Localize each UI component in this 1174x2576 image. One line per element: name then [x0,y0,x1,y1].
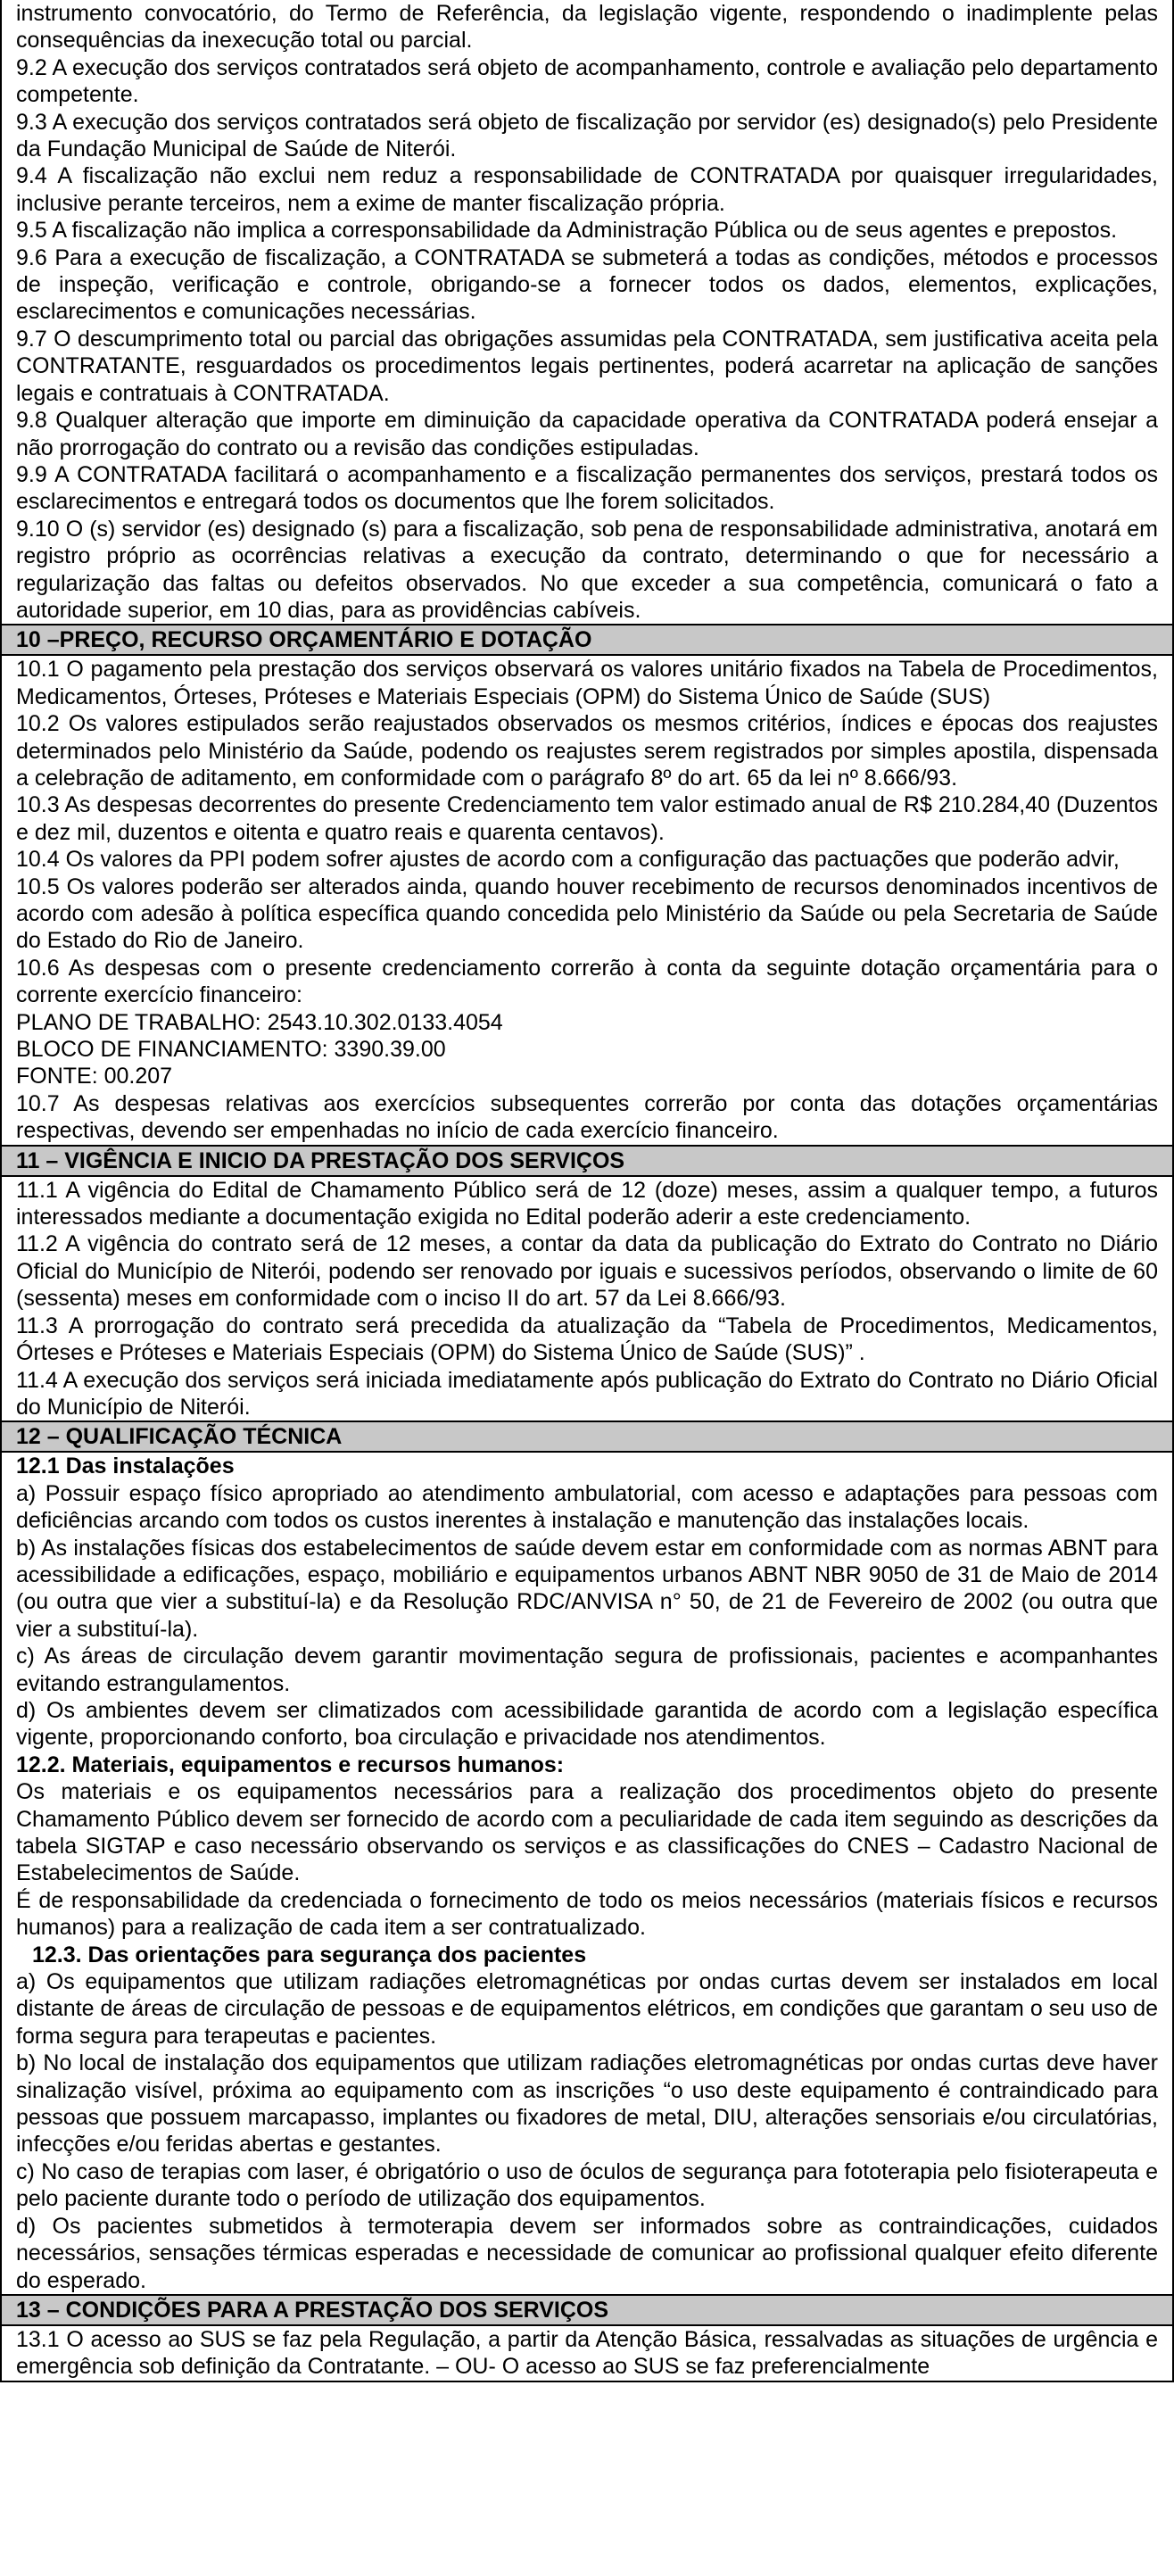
section-header-s12: 12 – QUALIFICAÇÃO TÉCNICA [0,1422,1174,1453]
paragraph: 10.5 Os valores poderão ser alterados ainda, quando houver recebimento de recursos denominados incentivos de acordo com adesão à política específica quando concedida pelo Ministério da Saúde ou pela Secretaria de Saúde do Estado do Rio de Janeiro. [16,874,1158,954]
paragraph: 9.4 A fiscalização não exclui nem reduz a responsabilidade de CONTRATADA por quaisquer irregularidades, inclusive perante terceiros, nem a exime de manter fiscalização própria. [16,163,1158,216]
section-header-s10: 10 –PREÇO, RECURSO ORÇAMENTÁRIO E DOTAÇÃO [0,625,1174,656]
paragraph: FONTE: 00.207 [16,1064,173,1089]
paragraph: 9.7 O descumprimento total ou parcial das obrigações assumidas pela CONTRATADA, sem justificativa aceita pela CONTRATANTE, resguardados os procedimentos legais pertinentes, poderá acarretar na aplicação de sanções legais e contratuais à CONTRATADA. [16,326,1158,406]
paragraph: 9.2 A execução dos serviços contratados será objeto de acompanhamento, controle e avaliação pelo departamento competente. [16,54,1158,108]
paragraph: d) Os ambientes devem ser climatizados com acessibilidade garantida de acordo com a legislação específica vigente, proporcionando conforto, boa circulação e privacidade nos atendimentos. [16,1697,1158,1751]
paragraph: 9.6 Para a execução de fiscalização, a CONTRATADA se submeterá a todas as condições, métodos e processos de inspeção, verificação e controle, obrigando-se a fornecer todos os dados, elementos, explicações, esclarecimentos e comunicações necessárias. [16,244,1158,325]
paragraph: b) As instalações físicas dos estabelecimentos de saúde devem estar em conformidade com as normas ABNT para acessibilidade a edificações, espaço, mobiliário e equipamentos urbanos ABNT NBR 9050 de 31 de Maio de 2014 (ou outra que vier a substituí-la) e da Resolução RDC/ANVISA n° 50, de 21 de Fevereiro de 2002 (ou outra que vier a substituí-la). [16,1535,1158,1642]
paragraph: 9.10 O (s) servidor (es) designado (s) para a fiscalização, sob pena de responsabilidade administrativa, anotará em registro próprio as ocorrências relativas a execução da contrato, determinando o que for necessário a regularização das faltas ou defeitos observados. No que exceder a sua competência, comunicará o fato a autoridade superior, em 10 dias, para as providências cabíveis. [16,516,1158,623]
paragraph: 11.4 A execução dos serviços será iniciada imediatamente após publicação do Extrato do Contrato no Diário Oficial do Município de Niterói. [16,1367,1158,1420]
paragraph: b) No local de instalação dos equipamentos que utilizam radiações eletromagnéticas por ondas curtas deve haver sinalização visível, próxima ao equipamento com as inscrições “o uso deste equipamento é contraindicado para pessoas que possuem marcapasso, implantes ou fixadores de metal, DIU, alterações sensoriais e/ou circulatórias, infecções e/ou feridas abertas e gestantes. [16,2050,1158,2158]
paragraph: 10.6 As despesas com o presente credenciamento correrão à conta da seguinte dotação orçamentária para o corrente exercício financeiro: [16,955,1158,1008]
paragraph: 9.8 Qualquer alteração que importe em diminuição da capacidade operativa da CONTRATADA poderá ensejar a não prorrogação do contrato ou a revisão das condições estipuladas. [16,408,1158,460]
paragraph: É de responsabilidade da credenciada o fornecimento de todo os meios necessários (materiais físicos e recursos humanos) para a realização de cada item a ser contratualizado. [16,1887,1158,1941]
paragraph: BLOCO DE FINANCIAMENTO: 3390.39.00 [16,1037,446,1063]
paragraph: 9.3 A execução dos serviços contratados será objeto de fiscalização por servidor (es) designado(s) pelo Presidente da Fundação Municipal de Saúde de Niterói. [16,109,1158,162]
paragraph: c) No caso de terapias com laser, é obrigatório o uso de óculos de segurança para fototerapia pelo fisioterapeuta e pelo paciente durante todo o período de utilização dos equipamentos. [16,2158,1158,2212]
section-body-s11 [0,1177,1174,1423]
paragraph: 11.2 A vigência do contrato será de 12 meses, a contar da data da publicação do Extrato do Contrato no Diário Oficial do Município de Niterói, podendo ser renovado por iguais e sucessivos períodos, observando o limite de 60 (sessenta) meses em conformidade com o inciso II do art. 57 da Lei 8.666/93. [16,1231,1158,1312]
paragraph: 10.2 Os valores estipulados serão reajustados observados os mesmos critérios, índices e épocas dos reajustes determinados pelo Ministério da Saúde, podendo os reajustes serem registrados por simples apostila, dispensada a celebração de aditamento, em conformidade com o parágrafo 8º do art. 65 da lei nº 8.666/93. [16,711,1158,791]
paragraph: 10.1 O pagamento pela prestação dos serviços observará os valores unitário fixados na Tabela de Procedimentos, Medicamentos, Órteses, Próteses e Materiais Especiais (OPM) do Sistema Único de Saúde (SUS) [16,657,1158,709]
section-body-s10 [0,656,1174,1146]
paragraph: PLANO DE TRABALHO: 2543.10.302.0133.4054 [16,1009,503,1035]
paragraph: d) Os pacientes submetidos à termoterapia devem ser informados sobre as contraindicações, cuidados necessários, sensações térmicas esperadas e necessidade de comunicar ao profissional qualquer efeito diferente do esperado. [16,2213,1158,2293]
paragraph: 9.5 A fiscalização não implica a corresponsabilidade da Administração Pública ou de seus agentes e prepostos. [16,218,1118,244]
paragraph: 13.1 O acesso ao SUS se faz pela Regulação, a partir da Atenção Básica, ressalvadas as situações de urgência e emergência sob definição da Contratante. – OU- O acesso ao SUS se faz preferencialmente [16,2326,1158,2380]
subsection-heading: 12.3. Das orientações para segurança dos pacientes [32,1942,587,1967]
paragraph: 10.4 Os valores da PPI podem sofrer ajustes de acordo com a configuração das pactuações que poderão advir, [16,847,1120,873]
section-header-s11: 11 – VIGÊNCIA E INICIO DA PRESTAÇÃO DOS SERVIÇOS [0,1147,1174,1177]
paragraph: 11.3 A prorrogação do contrato será precedida da atualização da “Tabela de Procedimentos, Medicamentos, Órteses e Próteses e Materiais Especiais (OPM) do Sistema Único de Saúde (SUS)” . [16,1313,1158,1366]
section-body-s9 [0,0,1174,625]
subsection-heading: 12.1 Das instalações [16,1454,235,1479]
paragraph: 11.1 A vigência do Edital de Chamamento Público será de 12 (doze) meses, assim a qualquer tempo, a futuros interessados mediante a documentação exigida no Edital poderão aderir a este credenciamento. [16,1177,1158,1230]
paragraph: a) Os equipamentos que utilizam radiações eletromagnéticas por ondas curtas devem ser instalados em local distante de áreas de circulação de pessoas e de equipamentos elétricos, em condições que garantam o seu uso de forma segura para terapeutas e pacientes. [16,1969,1158,2049]
subsection-heading: 12.2. Materiais, equipamentos e recursos humanos: [16,1752,565,1777]
paragraph: instrumento convocatório, do Termo de Referência, da legislação vigente, respondendo o inadimplente pelas consequências da inexecução total ou parcial. [16,1,1158,54]
paragraph: c) As áreas de circulação devem garantir movimentação segura de profissionais, pacientes e acompanhantes evitando estrangulamentos. [16,1644,1158,1696]
paragraph: Os materiais e os equipamentos necessários para a realização dos procedimentos objeto do presente Chamamento Público devem ser fornecido de acordo com a peculiaridade de cada item seguindo as descrições da tabela SIGTAP e caso necessário observando os serviços e as classificações do CNES – Cadastro Nacional de Estabelecimentos de Saúde. [16,1779,1158,1886]
section-body-s12 [0,1453,1174,2296]
section-header-s13: 13 – CONDIÇÕES PARA A PRESTAÇÃO DOS SERVIÇOS [0,2296,1174,2326]
paragraph: a) Possuir espaço físico apropriado ao atendimento ambulatorial, com acesso e adaptações para pessoas com deficiências arcando com todos os custos inerentes à instalação e manutenção das instalações locais. [16,1480,1158,1534]
paragraph: 10.3 As despesas decorrentes do presente Credenciamento tem valor estimado anual de R$ 210.284,40 (Duzentos e dez mil, duzentos e oitenta e quatro reais e quarenta centavos). [16,792,1158,845]
section-body-s13 [0,2326,1174,2382]
paragraph: 10.7 As despesas relativas aos exercícios subsequentes correrão por conta das dotações orçamentárias respectivas, devendo ser empenhadas no início de cada exercício financeiro. [16,1090,1158,1144]
paragraph: 9.9 A CONTRATADA facilitará o acompanhamento e a fiscalização permanentes dos serviços, prestará todos os esclarecimentos e entregará todos os documentos que lhe forem solicitados. [16,461,1158,515]
